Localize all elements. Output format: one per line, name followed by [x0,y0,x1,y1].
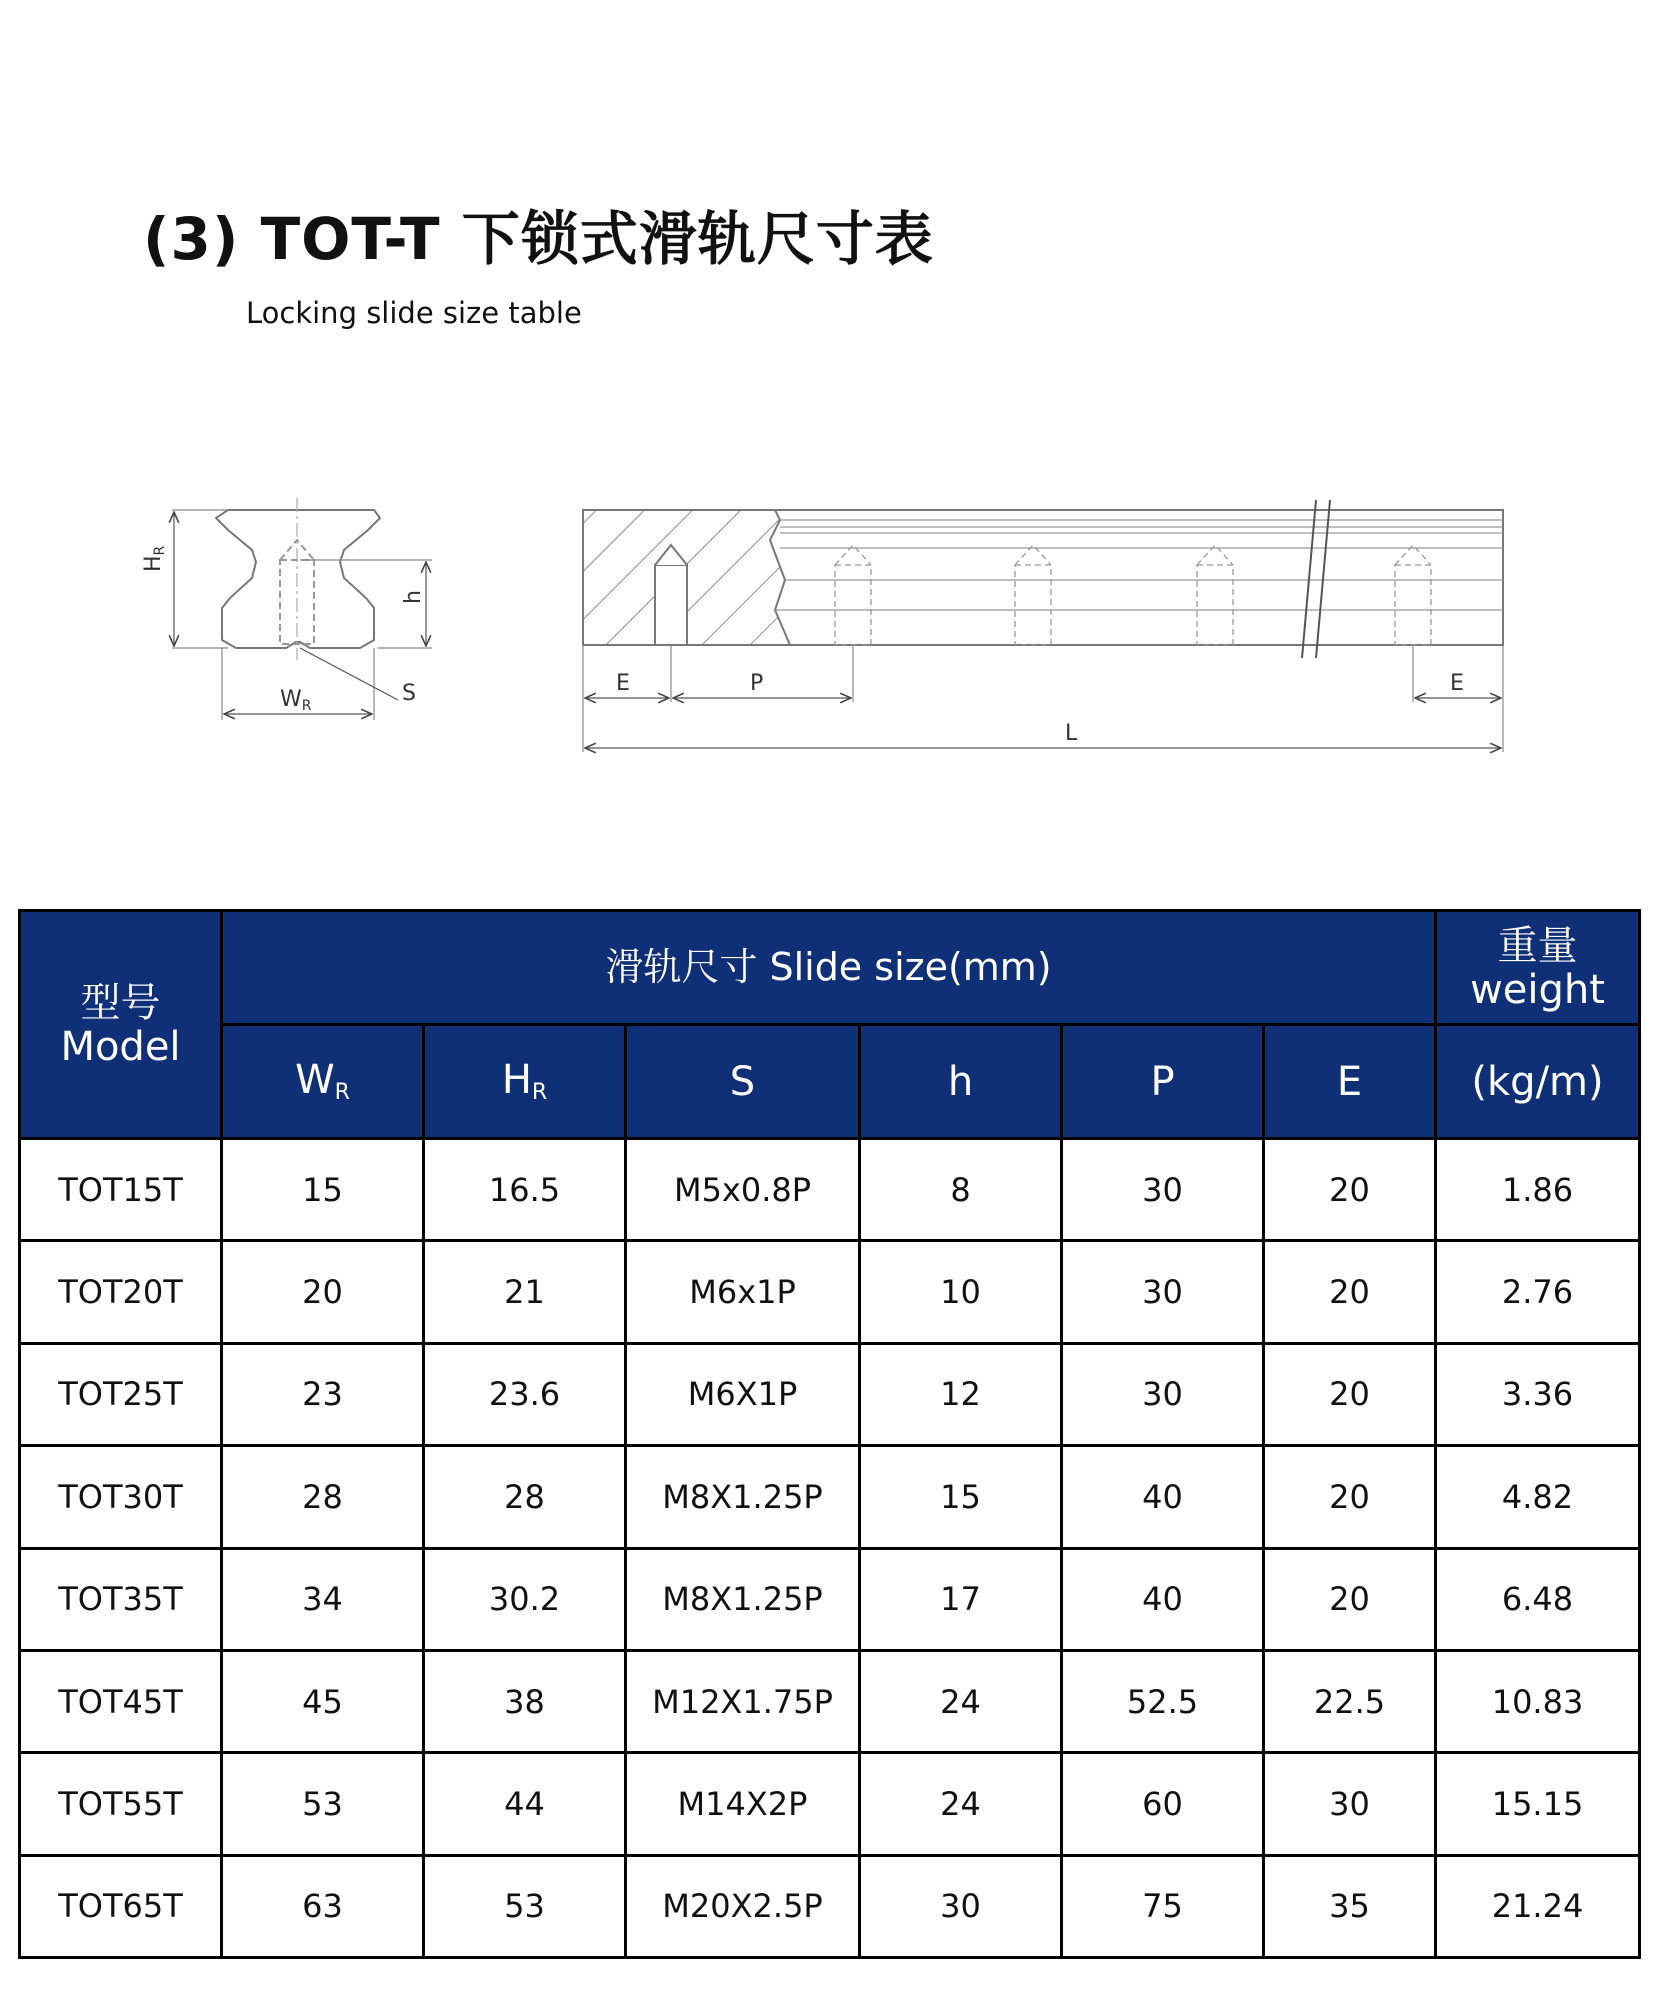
cell-model: TOT15T [20,1139,222,1241]
rail-side-view [583,500,1503,752]
cell-s: M12X1.75P [626,1650,860,1752]
slide-size-header: 滑轨尺寸 Slide size(mm) [222,911,1436,1025]
cell-s: M8X1.25P [626,1446,860,1548]
cell-p: 30 [1062,1139,1264,1241]
cell-e: 20 [1264,1548,1436,1650]
column-header-weight-unit: (kg/m) [1436,1025,1640,1139]
cell-p: 40 [1062,1548,1264,1650]
cell-model: TOT55T [20,1753,222,1855]
cell-e: 30 [1264,1753,1436,1855]
table-row [20,1753,1640,1855]
page-subtitle: Locking slide size table [246,296,582,330]
cell-weight: 21.24 [1436,1855,1640,1957]
cell-s: M5x0.8P [626,1139,860,1241]
cell-hr: 44 [424,1753,626,1855]
label-e-left: E [616,671,630,696]
cell-weight: 1.86 [1436,1139,1640,1241]
slide-size-table [18,909,1641,1959]
table-row [20,1855,1640,1957]
label-s: S [402,681,416,706]
cell-wr: 45 [222,1650,424,1752]
cell-p: 40 [1062,1446,1264,1548]
cell-s: M20X2.5P [626,1855,860,1957]
cell-h: 30 [860,1855,1062,1957]
table-row [20,1446,1640,1548]
cell-hr: 38 [424,1650,626,1752]
cell-e: 35 [1264,1855,1436,1957]
cell-wr: 53 [222,1753,424,1855]
cell-wr: 20 [222,1241,424,1343]
model-header: 型号 Model [20,911,222,1139]
cell-p: 30 [1062,1241,1264,1343]
cell-e: 20 [1264,1343,1436,1445]
cell-weight: 6.48 [1436,1548,1640,1650]
cell-weight: 3.36 [1436,1343,1640,1445]
label-e-right: E [1450,671,1464,696]
rail-dimension-drawing [0,480,1657,780]
label-wr: WR [280,687,312,714]
cell-weight: 2.76 [1436,1241,1640,1343]
cell-s: M14X2P [626,1753,860,1855]
cell-s: M8X1.25P [626,1548,860,1650]
cell-p: 30 [1062,1343,1264,1445]
label-h: h [401,590,426,604]
cell-wr: 15 [222,1139,424,1241]
column-header-h: h [860,1025,1062,1139]
cell-hr: 53 [424,1855,626,1957]
cell-s: M6x1P [626,1241,860,1343]
label-hr: HR [141,545,168,572]
cell-h: 17 [860,1548,1062,1650]
cell-h: 24 [860,1753,1062,1855]
cell-model: TOT45T [20,1650,222,1752]
rail-cross-section [172,498,432,720]
cell-h: 10 [860,1241,1062,1343]
column-header-s: S [626,1025,860,1139]
cell-e: 20 [1264,1241,1436,1343]
cell-weight: 15.15 [1436,1753,1640,1855]
table-row [20,1650,1640,1752]
cell-h: 12 [860,1343,1062,1445]
cell-hr: 21 [424,1241,626,1343]
cell-model: TOT65T [20,1855,222,1957]
cell-hr: 23.6 [424,1343,626,1445]
cell-model: TOT35T [20,1548,222,1650]
cell-hr: 28 [424,1446,626,1548]
cell-wr: 28 [222,1446,424,1548]
label-l: L [1065,721,1078,746]
column-header-wr: WR [222,1025,424,1139]
cell-h: 8 [860,1139,1062,1241]
cell-weight: 10.83 [1436,1650,1640,1752]
label-p: P [750,671,764,696]
cell-e: 20 [1264,1446,1436,1548]
cell-p: 52.5 [1062,1650,1264,1752]
column-header-hr: HR [424,1025,626,1139]
cell-e: 20 [1264,1139,1436,1241]
cell-wr: 63 [222,1855,424,1957]
cell-model: TOT30T [20,1446,222,1548]
cell-wr: 34 [222,1548,424,1650]
table-row [20,1139,1640,1241]
table-row [20,1548,1640,1650]
cell-h: 24 [860,1650,1062,1752]
table-row [20,1241,1640,1343]
cell-model: TOT20T [20,1241,222,1343]
cell-hr: 30.2 [424,1548,626,1650]
column-header-p: P [1062,1025,1264,1139]
cell-p: 75 [1062,1855,1264,1957]
cell-weight: 4.82 [1436,1446,1640,1548]
weight-header: 重量 weight [1436,911,1640,1025]
page-title: (3) TOT-T 下锁式滑轨尺寸表 [143,205,934,273]
cell-s: M6X1P [626,1343,860,1445]
cell-h: 15 [860,1446,1062,1548]
cell-e: 22.5 [1264,1650,1436,1752]
table-row [20,1343,1640,1445]
cell-hr: 16.5 [424,1139,626,1241]
cell-model: TOT25T [20,1343,222,1445]
column-header-e: E [1264,1025,1436,1139]
cell-wr: 23 [222,1343,424,1445]
cell-p: 60 [1062,1753,1264,1855]
